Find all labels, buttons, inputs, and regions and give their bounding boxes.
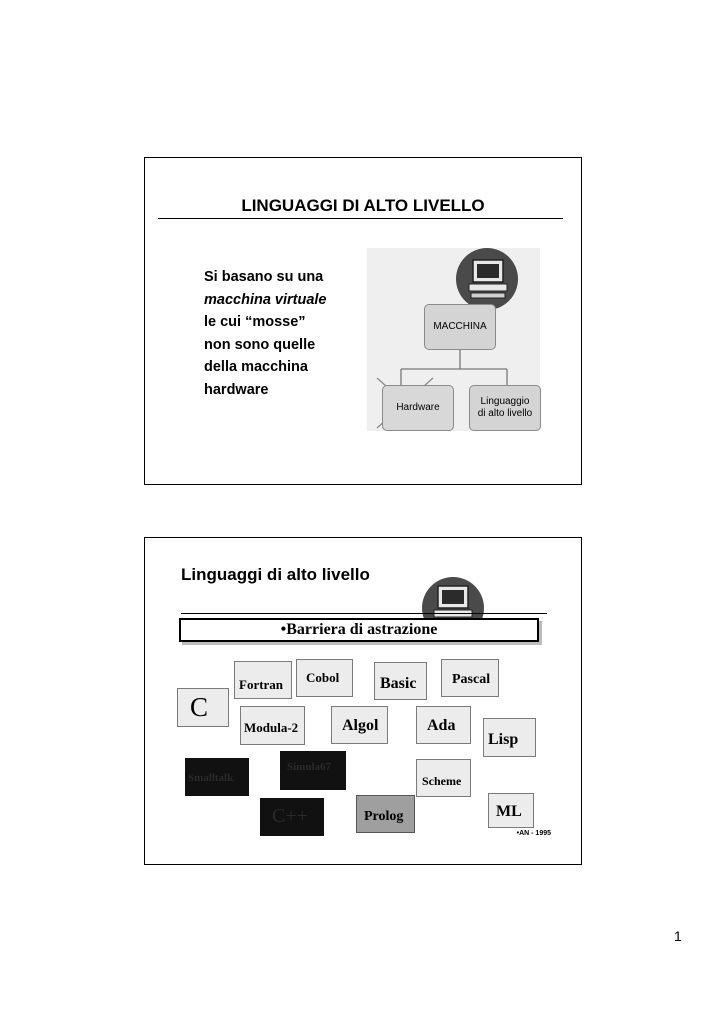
linguaggio-line-1: Linguaggio (480, 396, 530, 407)
lang-cobol: Cobol (296, 659, 353, 697)
slide-2-footer: •AN - 1995 (516, 830, 551, 837)
lang-ada: Ada (416, 706, 471, 744)
body-line: della macchina (204, 359, 308, 375)
page-number: 1 (674, 928, 682, 944)
body-line: non sono quelle (204, 336, 316, 353)
body-line-italic: macchina virtuale (204, 291, 327, 308)
lang-cpp: C++ (260, 798, 324, 836)
slide-1-title: LINGUAGGI DI ALTO LIVELLO (241, 196, 485, 215)
slide-2-title: Linguaggi di alto livello (181, 565, 370, 584)
slide-1 (144, 157, 582, 485)
lang-smalltalk: Smalltalk (185, 758, 249, 796)
slide-1-body (204, 266, 374, 401)
body-line: hardware (204, 381, 269, 398)
lang-simula: Simula67 (280, 751, 346, 790)
slide-1-title-rule (158, 218, 563, 219)
lang-fortran: Fortran (234, 661, 292, 699)
linguaggio-box (469, 385, 541, 431)
lang-ml: ML (488, 793, 534, 828)
hardware-box: Hardware (382, 385, 454, 431)
lang-prolog: Prolog (356, 795, 415, 833)
virtual-machine-diagram (367, 248, 540, 431)
lang-modula-2: Modula-2 (240, 706, 305, 745)
body-line: le cui “mosse” (204, 314, 306, 330)
lang-lisp: Lisp (483, 718, 536, 757)
lang-c: C (177, 688, 229, 727)
macchina-box: MACCHINA (424, 304, 496, 350)
lang-pascal: Pascal (441, 659, 499, 697)
linguaggio-line-2: di alto livello (477, 408, 533, 419)
lang-scheme: Scheme (416, 759, 471, 797)
lang-algol: Algol (331, 706, 388, 744)
slide-2-title-rule (181, 613, 547, 614)
body-line: Si basano su una (204, 269, 324, 285)
slide-2 (144, 537, 582, 865)
abstraction-barrier-banner: •Barriera di astrazione (179, 618, 539, 642)
lang-basic: Basic (374, 662, 427, 700)
